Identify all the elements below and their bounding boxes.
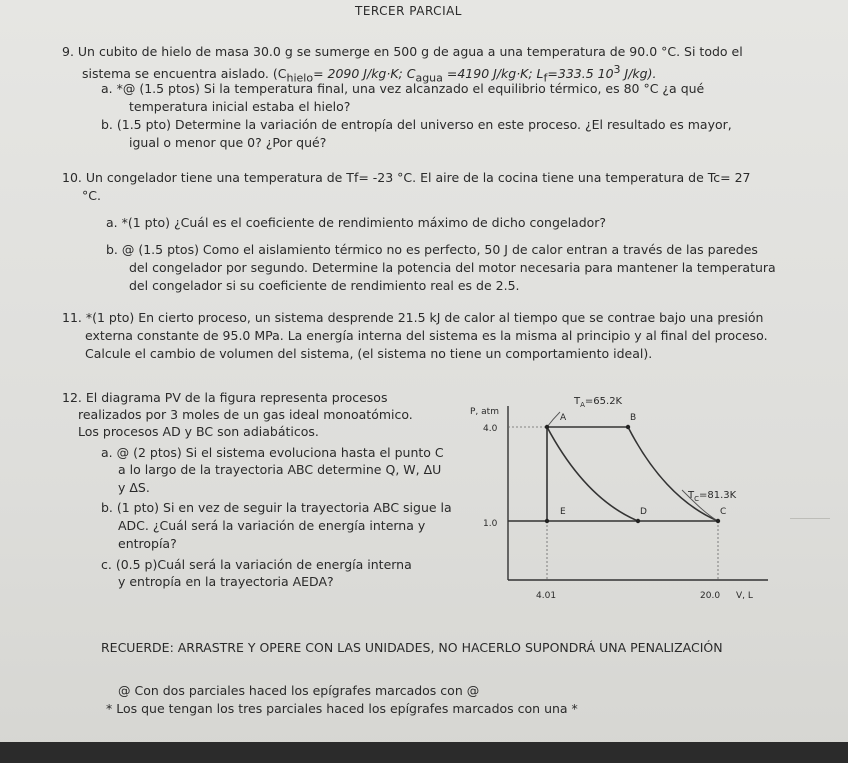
q10-b-line1: b. @ (1.5 ptos) Como el aislamiento térmico no es perfecto, 50 J de calor entran a través de las paredes <box>106 242 758 257</box>
point-C-label: C <box>720 507 727 517</box>
point-B <box>626 425 630 429</box>
q9-b-line2: igual o menor que 0? ¿Por qué? <box>129 135 327 150</box>
q12-a-line2: a lo largo de la trayectoria ABC determine Q, W, ΔU <box>118 462 442 477</box>
q12-c-line1: c. (0.5 p)Cuál será la variación de energía interna <box>101 557 412 572</box>
q9-line2-a: sistema se encuentra aislado. (C <box>82 66 287 82</box>
note-two-partials: @ Con dos parciales haced los epígrafes marcados con @ <box>118 683 480 698</box>
isotherm-top-T: T <box>574 396 581 407</box>
q9-line2-b: = 2090 J/kg·K; C <box>313 66 416 82</box>
q9-line2-e: J/kg). <box>620 66 657 82</box>
point-D-label: D <box>640 507 647 517</box>
bottom-shadow <box>0 742 848 763</box>
q12-line2: realizados por 3 moles de un gas ideal monoatómico. <box>78 407 413 422</box>
stray-line <box>790 518 830 519</box>
reminder-text: RECUERDE: ARRASTRE Y OPERE CON LAS UNIDADES, NO HACERLO SUPONDRÁ UNA PENALIZACIÓN <box>101 640 723 655</box>
q12-line3: Los procesos AD y BC son adiabáticos. <box>78 424 319 439</box>
q12-a-line3: y ΔS. <box>118 480 150 495</box>
q9-sub-f: f <box>543 71 548 85</box>
note-three-partials: * Los que tengan los tres parciales haced los epígrafes marcados con una * <box>106 701 578 716</box>
q9-line1: 9. Un cubito de hielo de masa 30.0 g se sumerge en 500 g de agua a una temperatura de 90.0 °C. Si todo el <box>62 44 743 59</box>
q9-line2-c: =4190 J/kg·K; L <box>442 66 544 82</box>
point-A-label: A <box>560 413 567 423</box>
isotherm-bottom-T: T <box>688 490 695 501</box>
q12-b-line3: entropía? <box>118 536 177 551</box>
q11-line2: externa constante de 95.0 MPa. La energía interna del sistema es la misma al principio y al final del proceso. <box>85 328 768 343</box>
q9-sub-hielo: hielo <box>286 71 314 85</box>
point-E <box>545 519 549 523</box>
q11-line3: Calcule el cambio de volumen del sistema, (el sistema no tiene un comportamiento ideal). <box>85 346 653 361</box>
point-B-label: B <box>630 413 637 423</box>
q9-a-line1: a. *@ (1.5 ptos) Si la temperatura final, una vez alcanzado el equilibrio térmico, es 80 °C ¿a qué <box>101 81 705 96</box>
q9-sup-3: 3 <box>613 63 621 76</box>
q10-line1: 10. Un congelador tiene una temperatura de Tf= -23 °C. El aire de la cocina tiene una temperatura de Tc= 27 <box>62 170 751 185</box>
point-A <box>545 425 549 429</box>
q9-line2-d: =333.5 10 <box>547 66 614 82</box>
point-D <box>636 519 640 523</box>
isotherm-bottom-sub: C <box>694 495 699 503</box>
q12-c-line2: y entropía en la trayectoria AEDA? <box>118 574 334 589</box>
q12-b-line2: ADC. ¿Cuál será la variación de energía interna y <box>118 518 426 533</box>
q10-line2: °C. <box>82 188 101 203</box>
p-tick-bottom: 1.0 <box>483 519 498 529</box>
v-tick-left: 4.01 <box>536 591 557 601</box>
p-axis-label: P, atm <box>470 407 499 417</box>
q10-a-line1: a. *(1 pto) ¿Cuál es el coeficiente de rendimiento máximo de dicho congelador? <box>106 215 607 230</box>
isotherm-top <box>547 412 560 427</box>
q12-line1: 12. El diagrama PV de la figura representa procesos <box>62 390 388 405</box>
isotherm-top-val: =65.2K <box>584 396 623 407</box>
point-C <box>716 519 720 523</box>
v-tick-right: 20.0 <box>700 591 721 601</box>
p-tick-top: 4.0 <box>483 424 498 434</box>
isotherm-top-label <box>573 396 623 409</box>
q12-b-line1: b. (1 pto) Si en vez de seguir la trayectoria ABC sigue la <box>101 500 452 515</box>
isotherm-top-sub: A <box>580 401 585 409</box>
q12-a-line1: a. @ (2 ptos) Si el sistema evoluciona hasta el punto C <box>101 445 444 460</box>
q9-sub-agua: agua <box>415 71 443 85</box>
q11-line1: 11. *(1 pto) En cierto proceso, un sistema desprende 21.5 kJ de calor al tiempo que se contrae bajo una presión <box>62 310 764 325</box>
q10-b-line3: del congelador si su coeficiente de rendimiento real es de 2.5. <box>129 278 520 293</box>
q9-a-line2: temperatura inicial estaba el hielo? <box>129 99 351 114</box>
v-axis-label: V, L <box>736 591 753 601</box>
q9-b-line1: b. (1.5 pto) Determine la variación de entropía del universo en este proceso. ¿El resultado es mayor, <box>101 117 732 132</box>
pv-diagram <box>450 390 780 615</box>
isotherm-bottom-val: =81.3K <box>699 490 737 501</box>
isotherm-bottom-label <box>687 490 737 503</box>
page-title: TERCER PARCIAL <box>355 4 462 18</box>
q10-b-line2: del congelador por segundo. Determine la potencia del motor necesaria para mantener la temperatura <box>129 260 776 275</box>
point-E-label: E <box>560 507 566 517</box>
